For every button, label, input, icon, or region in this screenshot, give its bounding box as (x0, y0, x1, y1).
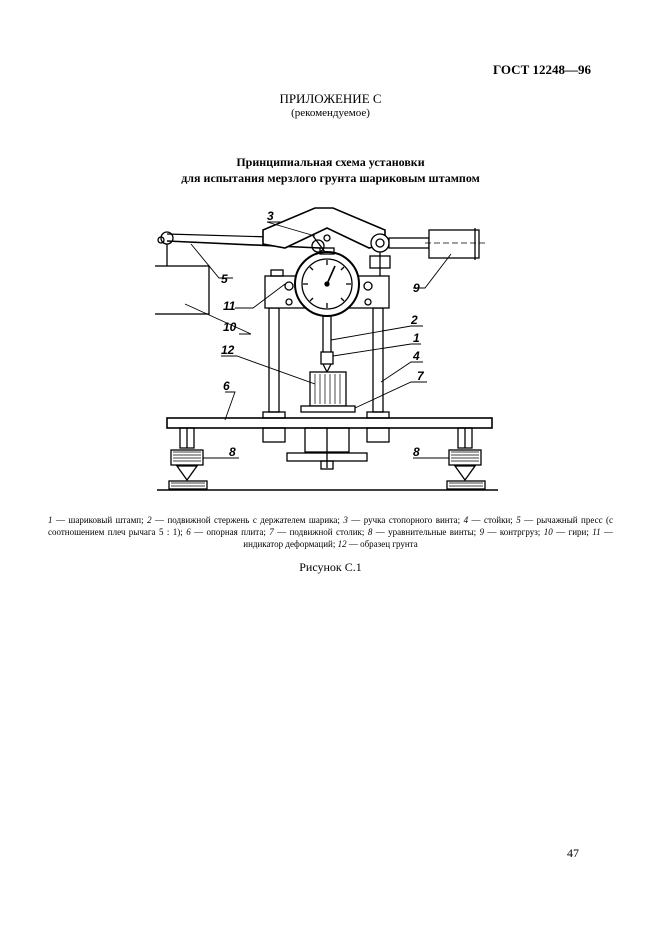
leader-6 (225, 392, 235, 420)
callout-10: 10 (223, 320, 237, 334)
legend-item: 11 — индикатор деформаций; (243, 527, 614, 549)
leader-10 (185, 304, 251, 334)
appendix-title: ПРИЛОЖЕНИЕ С (279, 91, 382, 106)
legend-item: 4 — стойки; (463, 515, 517, 525)
legend-item: 8 — уравнительные винты; (367, 527, 480, 537)
apparatus-diagram (155, 196, 500, 496)
legend-item: 12 — образец грунта (337, 539, 418, 549)
leader-7 (355, 382, 427, 408)
callout-11: 11 (223, 299, 236, 313)
callout-8-right: 8 (413, 445, 420, 459)
legend-item: 6 — опорная плита; (186, 527, 270, 537)
leader-1 (333, 344, 421, 356)
leader-12 (221, 356, 315, 384)
page-number: 47 (567, 846, 579, 860)
figure-title-line1: Принципиальная схема установки (236, 155, 425, 169)
legend-item: 5 — рычажный пресс (с соотношением плеч рычага 5 : 1); (48, 515, 614, 537)
figure-label: Рисунок С.1 (299, 560, 362, 574)
legend-item: 1 — шариковый штамп; (48, 515, 148, 525)
standard-number: ГОСТ 12248—96 (492, 62, 591, 77)
callout-2: 2 (411, 313, 418, 327)
legend-item: 10 — гири; (543, 527, 593, 537)
callout-1: 1 (413, 331, 420, 345)
figure-legend (48, 514, 613, 550)
legend-item: 2 — подвижной стержень с держателем шарика; (147, 515, 344, 525)
figure-title-line2: для испытания мерзлого грунта шариковым штампом (181, 171, 480, 185)
legend-item: 9 — контргруз; (479, 527, 544, 537)
legend-item: 3 — ручка стопорного винта; (343, 515, 464, 525)
callout-8-left: 8 (229, 445, 236, 459)
callout-6: 6 (223, 379, 230, 393)
appendix-heading (0, 92, 661, 120)
callout-9: 9 (413, 281, 420, 295)
deformation-indicator (295, 248, 359, 316)
callout-12: 12 (221, 343, 235, 357)
leveling-screw-right (447, 428, 485, 489)
legend-item: 7 — подвижной столик; (269, 527, 368, 537)
leveling-screw-left (169, 428, 207, 489)
callout-5: 5 (221, 272, 228, 286)
callout-7: 7 (417, 369, 424, 383)
figure-title (0, 154, 661, 186)
callout-3: 3 (267, 209, 274, 223)
callout-4: 4 (413, 349, 420, 363)
leader-2 (331, 326, 423, 340)
appendix-subtitle: (рекомендуемое) (291, 107, 370, 119)
soil-specimen (301, 372, 355, 412)
